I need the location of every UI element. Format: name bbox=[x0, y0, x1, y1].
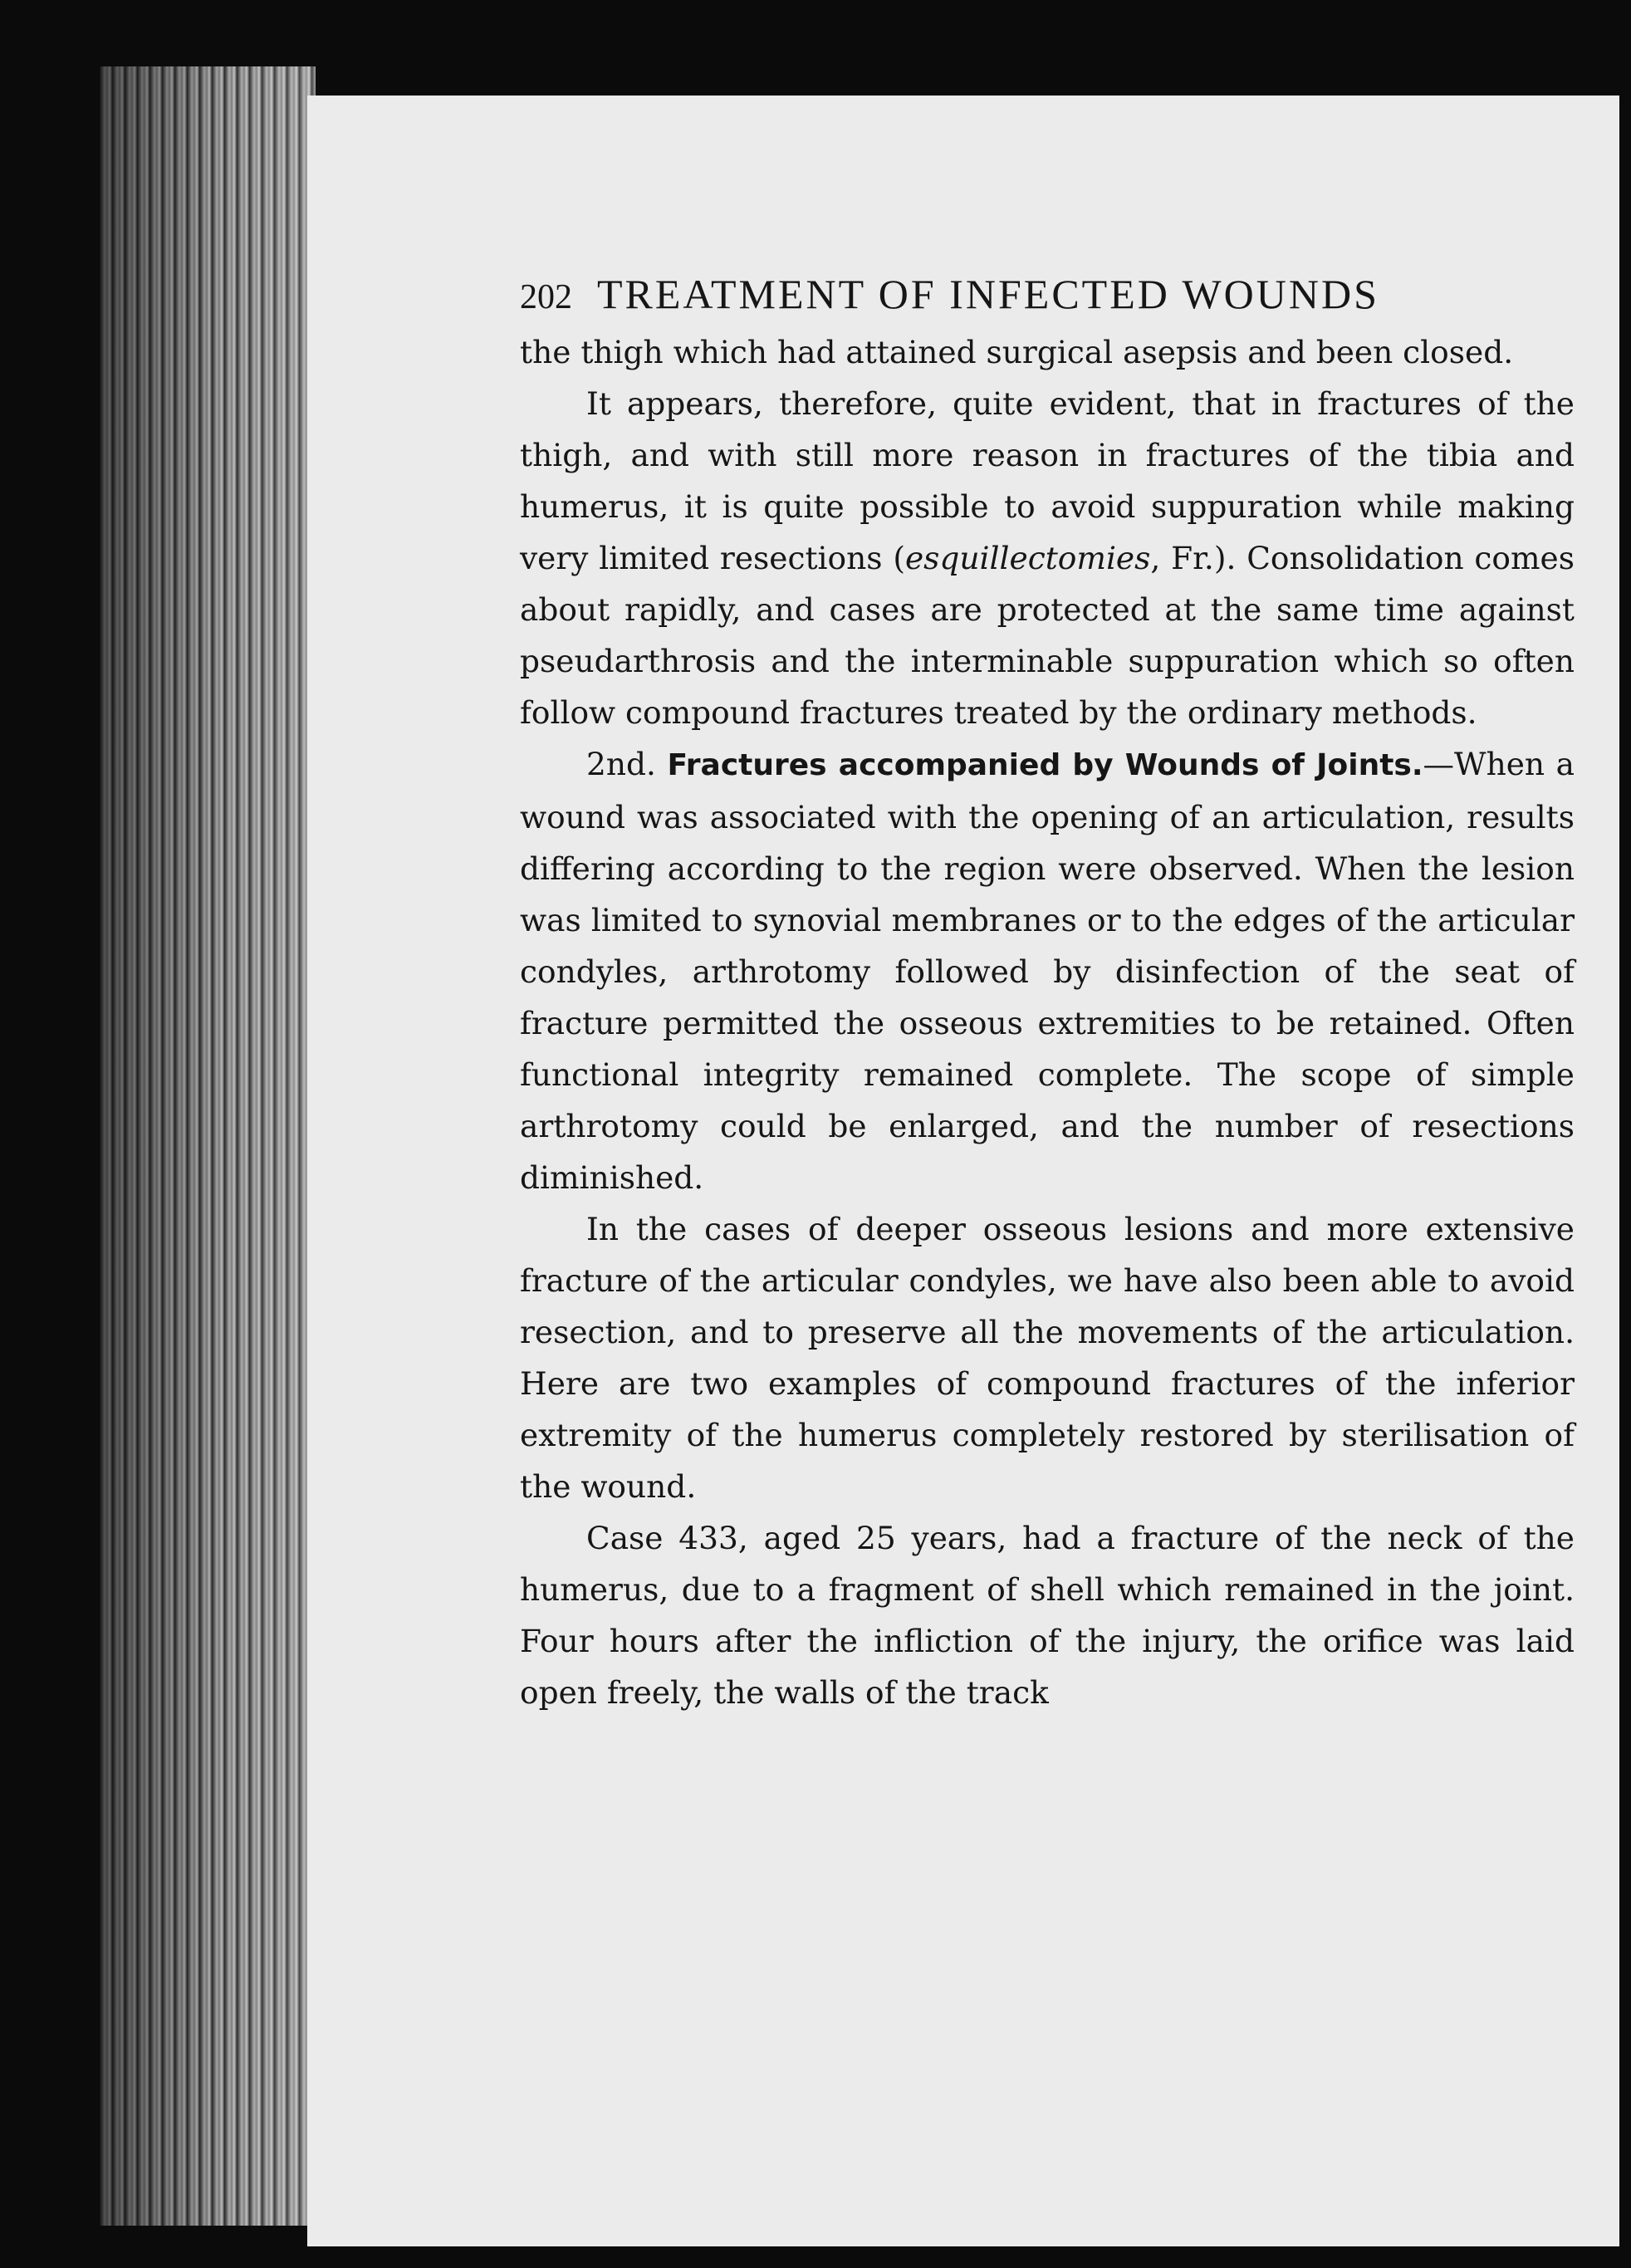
paragraph-2 bbox=[520, 378, 1575, 738]
paragraph-3 bbox=[520, 738, 1575, 1203]
text-block bbox=[520, 270, 1575, 1718]
book-page-edges bbox=[100, 66, 316, 2226]
paragraph-1-text: the thigh which had attained surgical asepsis and been closed. bbox=[520, 334, 1514, 370]
paragraph-2-text-a: It appears, therefore, quite evident, that in fractures of the thigh, and with still more reason in fractures of the tibia and humerus, it is quite possible to avoid suppuration while making very limited resections ( bbox=[520, 385, 1575, 576]
paragraph-5 bbox=[520, 1512, 1575, 1718]
page bbox=[307, 96, 1619, 2246]
paragraph-4 bbox=[520, 1203, 1575, 1512]
paragraph-1 bbox=[520, 326, 1575, 378]
paragraph-2-text-b: , Fr.). Consolidation comes about rapidly, and cases are protected at the same time against pseudarthrosis and the interminable suppuration which so often follow compound fractures treated by the ordinary methods. bbox=[520, 540, 1575, 731]
section-number: 2nd. bbox=[586, 746, 656, 782]
paragraph-4-text: In the cases of deeper osseous lesions and more extensive fracture of the articular condyles, we have also been able to avoid resection, and to preserve all the movements of the articulation. Here are two examples of compound fractures of the inferior extremity of the humerus completely restored by sterilisation of the wound. bbox=[520, 1211, 1575, 1505]
page-number: 202 bbox=[520, 278, 572, 316]
running-title: TREATMENT OF INFECTED WOUNDS bbox=[597, 271, 1379, 317]
running-head bbox=[520, 270, 1575, 318]
paragraph-5-text: Case 433, aged 25 years, had a fracture of the neck of the humerus, due to a fragment of shell which remained in the joint. Four hours after the infliction of the injury, the orifice was laid open freely, the walls of the track bbox=[520, 1520, 1575, 1711]
italic-term: esquillectomies bbox=[904, 540, 1151, 576]
paragraph-3-text: —When a wound was associated with the opening of an articulation, results differing according to the region were observed. When the lesion was limited to synovial membranes or to the edges of the articular condyles, arthrotomy followed by disinfection of the seat of fracture permitted the osseous extremities to be retained. Often functional integrity remained complete. The scope of simple arthrotomy could be enlarged, and the number of resections diminished. bbox=[520, 746, 1575, 1196]
section-heading: Fractures accompanied by Wounds of Joints. bbox=[667, 748, 1423, 782]
